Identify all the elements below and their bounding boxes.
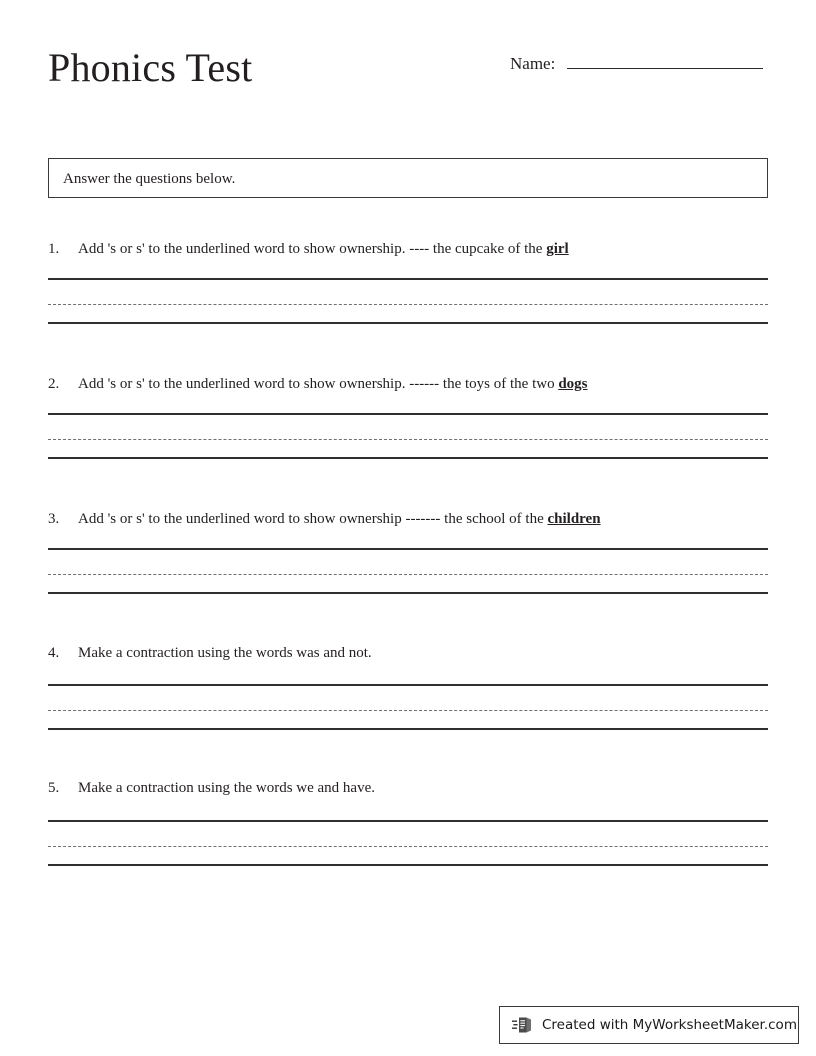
answer-line-bottom-solid — [48, 864, 768, 866]
answer-line-middle-dashed — [48, 304, 768, 305]
answer-lines[interactable] — [48, 278, 768, 324]
question-number: 5. — [48, 780, 60, 796]
answer-line-top-solid — [48, 820, 768, 822]
question-text — [78, 777, 375, 799]
answer-line-middle-dashed — [48, 439, 768, 440]
worksheet-maker-logo-icon — [512, 1014, 534, 1036]
answer-lines[interactable] — [48, 684, 768, 730]
question-row — [48, 642, 768, 668]
footer-attribution-text: Created with MyWorksheetMaker.com — [542, 1017, 797, 1033]
question-prefix: Add 's or s' to the underlined word to show ownership ------- the school of the — [78, 511, 548, 527]
question-number: 2. — [48, 376, 60, 392]
instruction-text: Answer the questions below. — [63, 171, 236, 187]
question-block-3 — [48, 508, 768, 534]
page-title: Phonics Test — [48, 45, 253, 90]
name-field-area — [510, 54, 763, 74]
answer-line-middle-dashed — [48, 574, 768, 575]
answer-line-middle-dashed — [48, 846, 768, 847]
question-number: 3. — [48, 511, 60, 527]
question-block-4 — [48, 642, 768, 668]
answer-lines[interactable] — [48, 413, 768, 459]
question-block-5 — [48, 777, 768, 803]
question-row — [48, 777, 768, 803]
answer-line-bottom-solid — [48, 322, 768, 324]
underlined-answer-word: girl — [546, 241, 569, 257]
question-prefix: Add 's or s' to the underlined word to show ownership. ------ the toys of the two — [78, 376, 559, 392]
answer-line-top-solid — [48, 684, 768, 686]
question-row — [48, 238, 768, 264]
answer-line-top-solid — [48, 548, 768, 550]
answer-line-middle-dashed — [48, 710, 768, 711]
question-text — [78, 238, 569, 260]
question-block-1 — [48, 238, 768, 264]
footer-attribution-badge[interactable] — [499, 1006, 799, 1044]
answer-lines[interactable] — [48, 548, 768, 594]
answer-lines[interactable] — [48, 820, 768, 866]
question-text — [78, 508, 601, 530]
name-input-line[interactable] — [567, 54, 763, 69]
answer-line-top-solid — [48, 413, 768, 415]
question-text — [78, 642, 372, 664]
underlined-answer-word: dogs — [558, 376, 588, 392]
question-prefix: Add 's or s' to the underlined word to show ownership. ---- the cupcake of the — [78, 241, 547, 257]
name-label: Name: — [510, 54, 556, 73]
worksheet-header — [48, 44, 768, 104]
instruction-box — [48, 158, 768, 198]
answer-line-top-solid — [48, 278, 768, 280]
answer-line-bottom-solid — [48, 592, 768, 594]
underlined-answer-word: children — [547, 511, 601, 527]
question-text — [78, 373, 588, 395]
question-prefix: Make a contraction using the words was and not. — [78, 645, 372, 661]
question-row — [48, 508, 768, 534]
answer-line-bottom-solid — [48, 728, 768, 730]
question-row — [48, 373, 768, 399]
question-number: 1. — [48, 241, 60, 257]
question-block-2 — [48, 373, 768, 399]
question-number: 4. — [48, 645, 60, 661]
question-prefix: Make a contraction using the words we and have. — [78, 780, 375, 796]
answer-line-bottom-solid — [48, 457, 768, 459]
